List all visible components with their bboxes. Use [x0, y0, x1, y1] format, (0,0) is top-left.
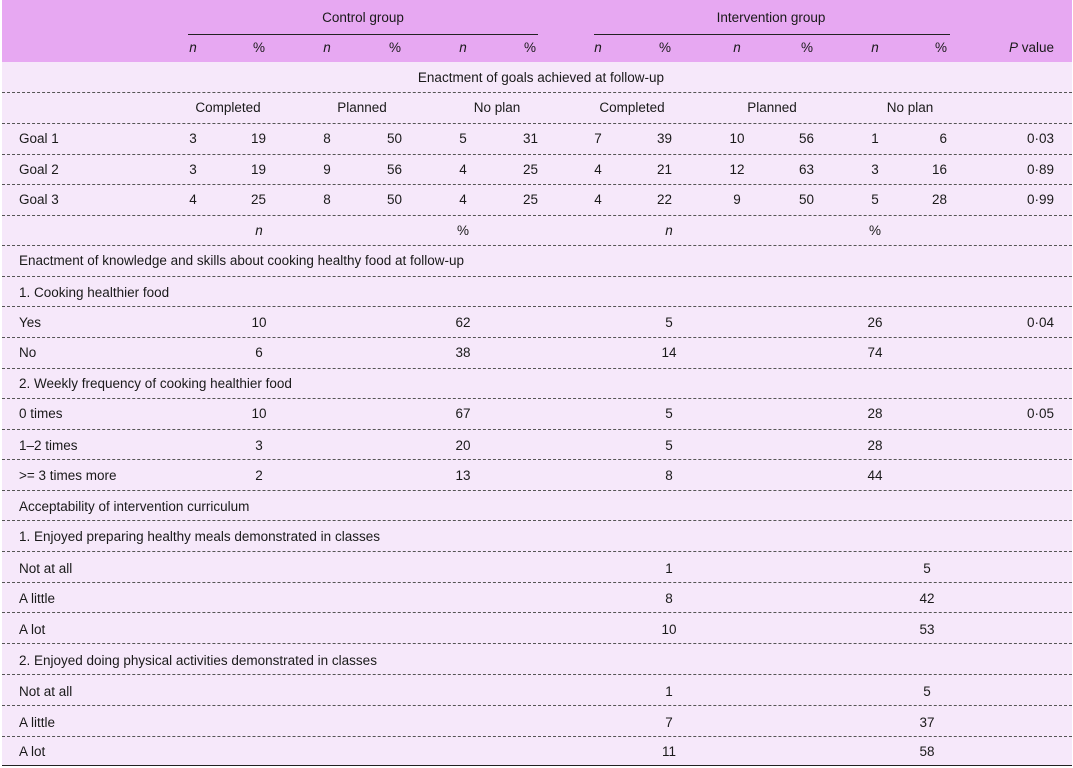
knowledge-section-title: Enactment of knowledge and skills about cooking healthy food at follow-up	[19, 253, 465, 268]
table-cell: 53	[919, 622, 935, 637]
table-cell: 58	[919, 744, 935, 759]
table-cell: 50	[798, 192, 814, 207]
subheader-int-noplan: No plan	[886, 100, 934, 115]
col-n-int-planned: n	[733, 40, 741, 55]
table-cell: 13	[455, 468, 471, 483]
row-label: A little	[19, 715, 56, 730]
row-divider	[2, 459, 1072, 460]
col-n-control-completed: n	[189, 40, 197, 55]
intervention-group-rule	[594, 34, 950, 35]
table-cell: 1	[665, 561, 673, 576]
table-cell: 3	[871, 162, 879, 177]
table-cell: 4	[594, 192, 602, 207]
table-cell: 10	[729, 131, 745, 146]
table-cell: 37	[919, 715, 935, 730]
row-label: Not at all	[19, 561, 73, 576]
control-group-rule	[188, 34, 538, 35]
table-cell: 20	[455, 438, 471, 453]
row-divider	[2, 612, 1072, 613]
row-divider	[2, 582, 1072, 583]
row-label: Goal 3	[19, 192, 59, 207]
table-cell: 11	[661, 744, 677, 759]
row-divider	[2, 398, 1072, 399]
col-pct-int-planned: %	[800, 40, 814, 55]
table-cell: 10	[251, 315, 267, 330]
table-cell: 8	[323, 192, 331, 207]
row-label: Yes	[19, 315, 42, 330]
goals-section-title: Enactment of goals achieved at follow-up	[417, 70, 665, 85]
table-cell: 39	[656, 131, 672, 146]
table-cell: 4	[189, 192, 197, 207]
row-divider	[2, 429, 1072, 430]
knowledge-q2-title: 2. Weekly frequency of cooking healthier food	[19, 376, 292, 391]
table-cell: 3	[255, 438, 263, 453]
table-cell: 14	[661, 345, 677, 360]
table-cell: 25	[522, 162, 538, 177]
row-divider	[2, 643, 1072, 644]
row-divider	[2, 215, 1072, 216]
row-label: No	[19, 345, 37, 360]
table-cell: 7	[594, 131, 602, 146]
table-cell: 9	[323, 162, 331, 177]
table-cell: 10	[661, 622, 677, 637]
table-cell: 19	[250, 162, 266, 177]
table-cell: 74	[867, 345, 883, 360]
table-cell: 2	[255, 468, 263, 483]
table-cell: 19	[250, 131, 266, 146]
row-divider	[2, 674, 1072, 675]
p-value-cell: 0·89	[1026, 162, 1054, 177]
acceptability-q1-title: 1. Enjoyed preparing healthy meals demonstrated in classes	[19, 529, 380, 544]
table-header-band	[2, 0, 1072, 62]
table-cell: 4	[459, 192, 467, 207]
subheader-int-planned: Planned	[747, 100, 797, 115]
acceptability-q2-title: 2. Enjoyed doing physical activities demonstrated in classes	[19, 653, 377, 668]
table-cell: 3	[189, 131, 197, 146]
table-cell: 12	[729, 162, 745, 177]
table-cell: 16	[931, 162, 947, 177]
table-cell: 31	[522, 131, 538, 146]
row-divider	[2, 123, 1072, 124]
table-cell: 22	[656, 192, 672, 207]
table-cell: 21	[656, 162, 672, 177]
table-cell: 50	[386, 192, 402, 207]
table-cell: 28	[867, 438, 883, 453]
row-divider	[2, 490, 1072, 491]
row-divider	[2, 306, 1072, 307]
row-label: Goal 1	[19, 131, 59, 146]
table-cell: 5	[459, 131, 467, 146]
p-value-cell: 0·99	[1026, 192, 1054, 207]
row-label: Not at all	[19, 684, 73, 699]
table-cell: 4	[459, 162, 467, 177]
table-cell: 63	[798, 162, 814, 177]
table-cell: 5	[923, 684, 931, 699]
row-label: 0 times	[19, 406, 63, 421]
row-label: A little	[19, 591, 56, 606]
intervention-group-heading: Intervention group	[716, 10, 826, 25]
col-pct-int-noplan: %	[934, 40, 948, 55]
row-divider	[2, 705, 1072, 706]
table-cell: 42	[919, 591, 935, 606]
table-cell: 1	[871, 131, 879, 146]
table-cell: 44	[867, 468, 883, 483]
col-pct-control-planned: %	[388, 40, 402, 55]
col-n-int-completed: n	[594, 40, 602, 55]
table-cell: 38	[455, 345, 471, 360]
row-divider	[2, 337, 1072, 338]
col-n-int-noplan: n	[871, 40, 879, 55]
subheader2-control-pct: %	[456, 223, 470, 238]
table-cell: 5	[665, 315, 673, 330]
table-bottom-rule	[2, 765, 1072, 766]
table-cell: 56	[386, 162, 402, 177]
table-cell: 5	[923, 561, 931, 576]
row-label: Goal 2	[19, 162, 59, 177]
row-divider	[2, 184, 1072, 185]
row-divider	[2, 92, 1072, 93]
subheader-control-noplan: No plan	[473, 100, 521, 115]
table-cell: 8	[665, 468, 673, 483]
table-cell: 9	[733, 192, 741, 207]
subheader-control-completed: Completed	[195, 100, 261, 115]
col-pct-int-completed: %	[658, 40, 672, 55]
row-divider	[2, 551, 1072, 552]
col-p-value: P value	[1008, 40, 1054, 55]
row-label: 1–2 times	[19, 438, 78, 453]
p-value-cell: 0·05	[1026, 406, 1054, 421]
subheader-control-planned: Planned	[337, 100, 387, 115]
col-n-control-noplan: n	[459, 40, 467, 55]
table-cell: 67	[455, 406, 471, 421]
acceptability-section-title: Acceptability of intervention curriculum	[19, 499, 250, 514]
table-cell: 28	[931, 192, 947, 207]
table-cell: 4	[594, 162, 602, 177]
subheader2-int-n: n	[665, 223, 673, 238]
row-divider	[2, 736, 1072, 737]
row-label: >= 3 times more	[19, 468, 117, 483]
table-cell: 5	[871, 192, 879, 207]
col-pct-control-noplan: %	[523, 40, 537, 55]
table-cell: 6	[939, 131, 947, 146]
table-cell: 25	[250, 192, 266, 207]
row-label: A lot	[19, 622, 46, 637]
table-cell: 10	[251, 406, 267, 421]
row-divider	[2, 368, 1072, 369]
table-cell: 8	[665, 591, 673, 606]
subheader-int-completed: Completed	[599, 100, 665, 115]
table-cell: 26	[867, 315, 883, 330]
subheader2-int-pct: %	[868, 223, 882, 238]
table-cell: 7	[665, 715, 673, 730]
table-cell: 28	[867, 406, 883, 421]
row-divider	[2, 154, 1072, 155]
knowledge-q1-title: 1. Cooking healthier food	[19, 285, 170, 300]
row-divider	[2, 520, 1072, 521]
table-cell: 25	[522, 192, 538, 207]
table-cell: 62	[455, 315, 471, 330]
col-pct-control-completed: %	[252, 40, 266, 55]
subheader2-control-n: n	[255, 223, 263, 238]
p-value-cell: 0·04	[1026, 315, 1054, 330]
table-cell: 8	[323, 131, 331, 146]
row-divider	[2, 276, 1072, 277]
row-divider	[2, 245, 1072, 246]
control-group-heading: Control group	[322, 10, 404, 25]
table-cell: 56	[798, 131, 814, 146]
table-cell: 5	[665, 438, 673, 453]
table-cell: 1	[665, 684, 673, 699]
table-cell: 6	[255, 345, 263, 360]
table-cell: 3	[189, 162, 197, 177]
p-value-cell: 0·03	[1026, 131, 1054, 146]
col-n-control-planned: n	[323, 40, 331, 55]
row-label: A lot	[19, 744, 46, 759]
table-cell: 50	[386, 131, 402, 146]
table-cell: 5	[665, 406, 673, 421]
